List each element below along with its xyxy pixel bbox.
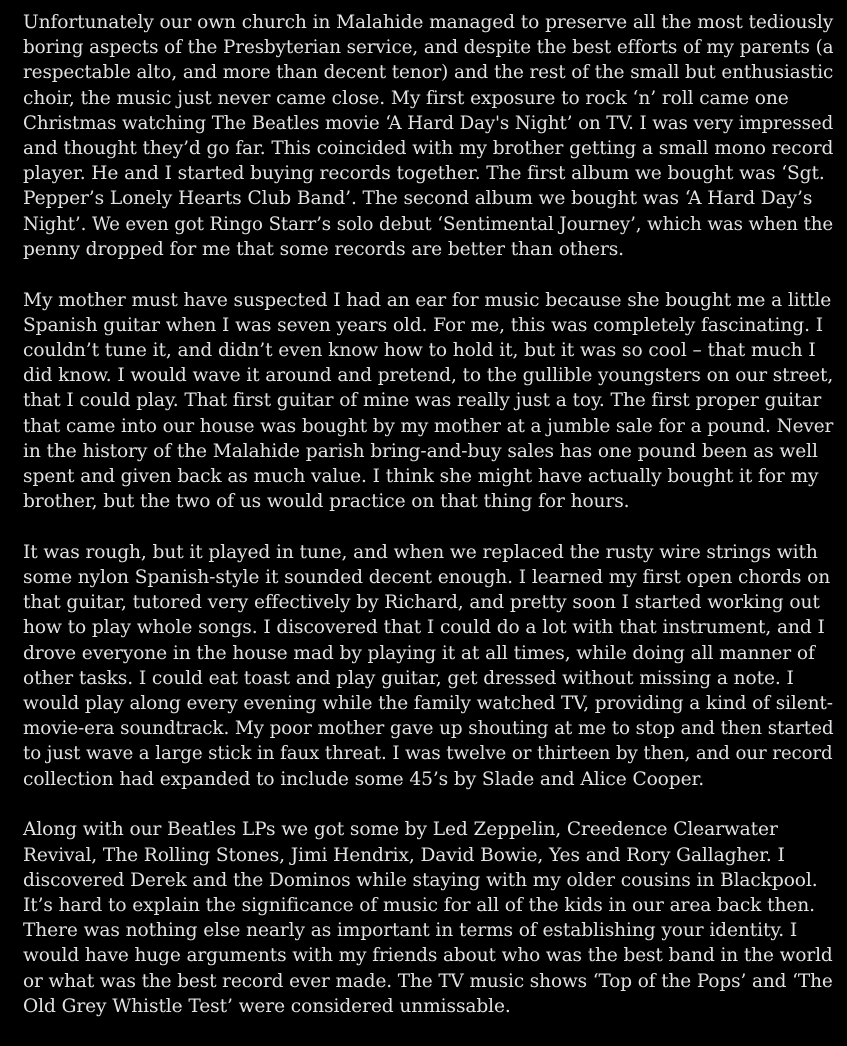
- text-line: would have huge arguments with my friends about who was the best band in the world: [23, 945, 833, 967]
- text-line: and thought they’d go far. This coincided with my brother getting a small mono record: [23, 138, 834, 160]
- text-line: choir, the music just never came close. My first exposure to rock ‘n’ roll came one: [23, 87, 789, 109]
- text-line: Night’. We even got Ringo Starr’s solo debut ‘Sentimental Journey’, which was when the: [23, 213, 834, 235]
- text-line: penny dropped for me that some records are better than others.: [23, 238, 624, 260]
- text-line: how to play whole songs. I discovered that I could do a lot with that instrument, and I: [23, 617, 825, 639]
- text-line: boring aspects of the Presbyterian service, and despite the best efforts of my parents (a: [23, 37, 834, 59]
- paragraph-2: [23, 288, 834, 515]
- text-line: Revival, The Rolling Stones, Jimi Hendrix, David Bowie, Yes and Rory Gallagher. I: [23, 844, 785, 866]
- text-line: Unfortunately our own church in Malahide managed to preserve all the most tediously: [23, 12, 834, 33]
- text-line: drove everyone in the house mad by playing it at all times, while doing all manner of: [23, 642, 815, 664]
- text-line: did know. I would wave it around and pretend, to the gullible youngsters on our street,: [23, 365, 834, 387]
- text-line: movie-era soundtrack. My poor mother gave up shouting at me to stop and then started: [23, 718, 834, 740]
- text-line: discovered Derek and the Dominos while staying with my older cousins in Blackpool.: [23, 869, 818, 891]
- paragraph-3: [23, 540, 834, 792]
- text-line: My mother must have suspected I had an ear for music because she bought me a little: [23, 289, 832, 311]
- text-line: Old Grey Whistle Test’ were considered unmissable.: [23, 995, 511, 1017]
- text-line: respectable alto, and more than decent tenor) and the rest of the small but enthusiastic: [23, 62, 834, 84]
- text-line: It was rough, but it played in tune, and when we replaced the rusty wire strings with: [23, 541, 818, 563]
- text-line: or what was the best record ever made. The TV music shows ‘Top of the Pops’ and ‘The: [23, 970, 833, 992]
- text-line: would play along every evening while the family watched TV, providing a kind of silent-: [23, 693, 833, 715]
- text-line: player. He and I started buying records together. The first album we bought was ‘Sgt.: [23, 163, 825, 185]
- text-line: that I could play. That first guitar of mine was really just a toy. The first proper guitar: [23, 390, 822, 412]
- text-line: collection had expanded to include some 45’s by Slade and Alice Cooper.: [23, 768, 705, 790]
- text-line: to just wave a large stick in faux threat. I was twelve or thirteen by then, and our record: [23, 743, 833, 765]
- paragraph-4: [23, 817, 833, 1019]
- text-line: spent and given back as much value. I think she might have actually bought it for my: [23, 465, 819, 487]
- text-line: There was nothing else nearly as important in terms of establishing your identity. I: [23, 920, 798, 942]
- text-line: Spanish guitar when I was seven years old. For me, this was completely fascinating. I: [23, 314, 823, 336]
- paragraph-1: [23, 10, 834, 262]
- text-line: in the history of the Malahide parish bring-and-buy sales has one pound been as well: [23, 440, 818, 462]
- text-line: Christmas watching The Beatles movie ‘A Hard Day's Night’ on TV. I was very impressed: [23, 112, 834, 134]
- text-line: that came into our house was bought by my mother at a jumble sale for a pound. Never: [23, 415, 834, 437]
- text-line: some nylon Spanish-style it sounded decent enough. I learned my first open chords on: [23, 567, 831, 589]
- text-line: couldn’t tune it, and didn’t even know how to hold it, but it was so cool – that much I: [23, 339, 816, 361]
- text-line: brother, but the two of us would practice on that thing for hours.: [23, 491, 630, 513]
- text-line: Pepper’s Lonely Hearts Club Band’. The second album we bought was ‘A Hard Day’s: [23, 188, 813, 210]
- text-line: It’s hard to explain the significance of music for all of the kids in our area back then.: [23, 895, 815, 916]
- text-line: that guitar, tutored very effectively by Richard, and pretty soon I started working out: [23, 592, 820, 614]
- text-line: other tasks. I could eat toast and play guitar, get dressed without missing a note. I: [23, 667, 794, 689]
- text-line: Along with our Beatles LPs we got some by Led Zeppelin, Creedence Clearwater: [23, 819, 778, 841]
